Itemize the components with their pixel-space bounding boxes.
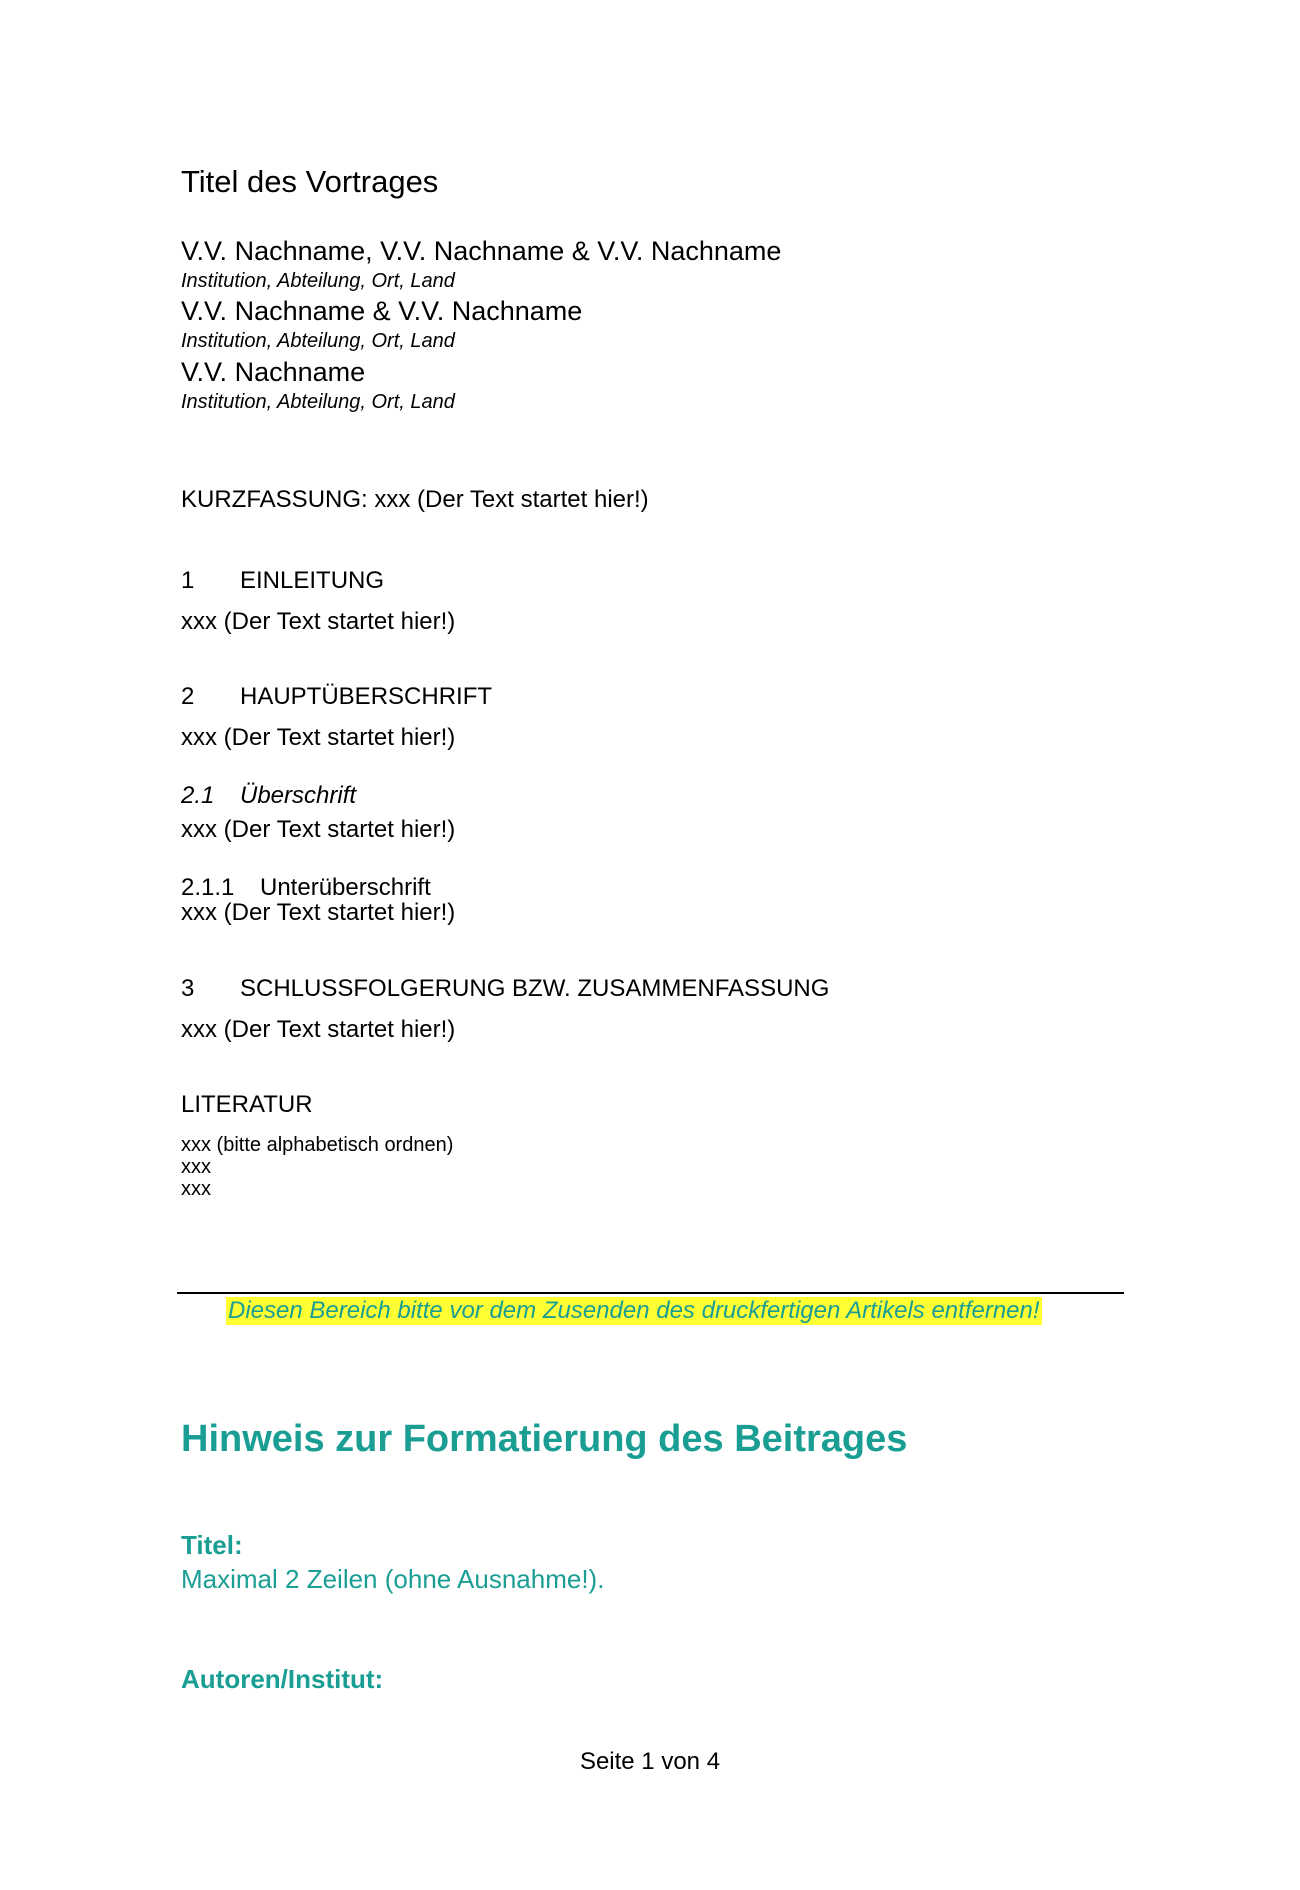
section-1-number: 1 (181, 567, 195, 594)
divider-line (177, 1292, 1124, 1294)
abstract: KURZFASSUNG: xxx (Der Text startet hier!) (181, 486, 649, 513)
institution-line-1: Institution, Abteilung, Ort, Land (181, 270, 455, 292)
section-2-number: 2 (181, 683, 195, 710)
author-line-2: V.V. Nachname & V.V. Nachname (181, 296, 583, 326)
authors-label: Autoren/Institut: (181, 1664, 384, 1694)
institution-line-3: Institution, Abteilung, Ort, Land (181, 391, 455, 413)
title-rule-text: Maximal 2 Zeilen (ohne Ausnahme!). (181, 1564, 605, 1594)
document-title: Titel des Vortrages (181, 164, 439, 199)
author-line-3: V.V. Nachname (181, 357, 366, 387)
author-line-1: V.V. Nachname, V.V. Nachname & V.V. Nachname (181, 236, 782, 266)
section-2-text: xxx (Der Text startet hier!) (181, 724, 456, 751)
section-2-1-1-heading: Unterüberschrift (260, 874, 431, 901)
title-label: Titel: (181, 1530, 243, 1560)
removal-note: Diesen Bereich bitte vor dem Zusenden des druckfertigen Artikels entfernen! (228, 1297, 1040, 1324)
literature-entry: xxx (bitte alphabetisch ordnen) (181, 1134, 454, 1156)
formatting-heading: Hinweis zur Formatierung des Beitrages (181, 1418, 908, 1460)
section-2-1-number: 2.1 (181, 782, 215, 809)
section-2-1-1-number: 2.1.1 (181, 874, 235, 901)
institution-line-2: Institution, Abteilung, Ort, Land (181, 330, 455, 352)
section-3-heading: SCHLUSSFOLGERUNG BZW. ZUSAMMENFASSUNG (240, 975, 830, 1002)
section-2-1-1-text: xxx (Der Text startet hier!) (181, 899, 456, 926)
section-2-1-text: xxx (Der Text startet hier!) (181, 816, 456, 843)
literature-entry: xxx (181, 1178, 211, 1200)
page-footer: Seite 1 von 4 (579, 1748, 721, 1775)
section-2-heading: HAUPTÜBERSCHRIFT (240, 683, 493, 710)
literature-entry: xxx (181, 1156, 211, 1178)
section-3-number: 3 (181, 975, 195, 1002)
section-1-heading: EINLEITUNG (240, 567, 385, 594)
section-3-text: xxx (Der Text startet hier!) (181, 1016, 456, 1043)
section-2-1-heading: Überschrift (240, 782, 357, 809)
section-1-text: xxx (Der Text startet hier!) (181, 608, 456, 635)
literature-heading: LITERATUR (181, 1091, 313, 1118)
